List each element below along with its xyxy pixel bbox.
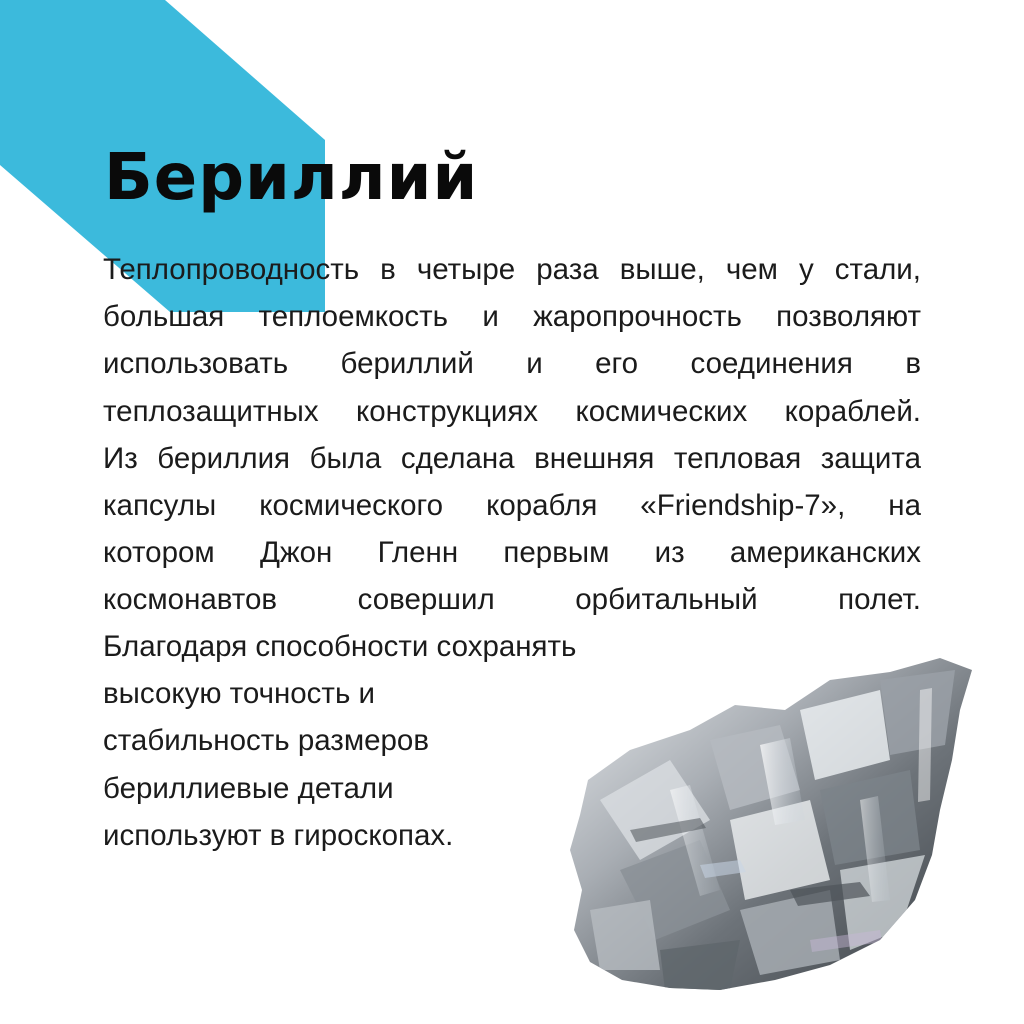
paragraph-line: используют в гироскопах. [103, 818, 454, 852]
paragraph-line: большая теплоемкость и жаропрочность позволяют [103, 300, 921, 334]
paragraph-line: Теплопроводность в четыре раза выше, чем у стали, [103, 253, 921, 286]
paragraph-justified [103, 246, 921, 624]
paragraph-line: использовать бериллий и его соединения в [103, 347, 921, 381]
paragraph-line: котором Джон Гленн первым из американских [103, 536, 921, 570]
paragraph-line: теплозащитных конструкциях космических кораблей. [103, 394, 921, 428]
paragraph-left [103, 623, 703, 859]
paragraph-line: Благодаря способности сохранять [103, 630, 577, 663]
paragraph-line: космонавтов совершил орбитальный полет. [103, 583, 921, 617]
paragraph-line: Из бериллия была сделана внешняя тепловая защита [103, 441, 921, 475]
paragraph-line: стабильность размеров [103, 724, 429, 758]
paragraph-line: высокую точность и [103, 677, 375, 711]
paragraph-line: бериллиевые детали [103, 771, 394, 805]
paragraph-line: капсулы космического корабля «Friendship-7», на [103, 489, 921, 523]
page-title: Бериллий [104, 141, 479, 215]
